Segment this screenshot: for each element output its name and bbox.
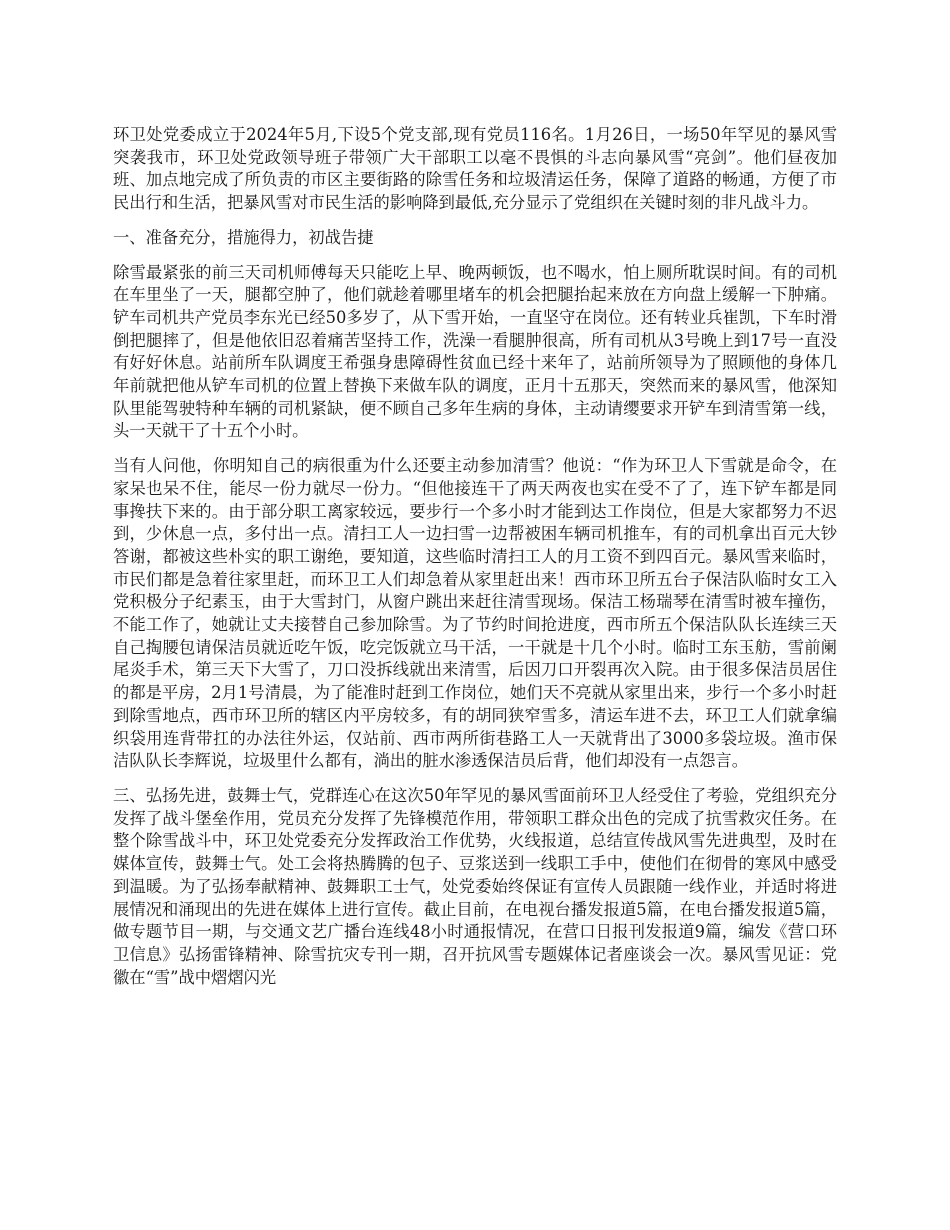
intro-paragraph: 环卫处党委成立于2024年5月,下设5个党支部,现有党员116名。1月26日，一场50年罕见的暴风雪突袭我市，环卫处党政领导班子带领广大干部职工以毫不畏惧的斗志向暴风雪“亮剑”。他们昼夜加班、加点地完成了所负责的市区主要街路的除雪任务和垃圾清运任务，保障了道路的畅通，方便了市民出行和生活，把暴风雪对市民生活的影响降到最低,充分显示了党组织在关键时刻的非凡战斗力。: [113, 125, 837, 213]
body-paragraph-1: 除雪最紧张的前三天司机师傅每天只能吃上早、晚两顿饭，也不喝水，怕上厕所耽误时间。有的司机在车里坐了一天，腿都空肿了，他们就趁着哪里堵车的机会把腿抬起来放在方向盘上缓解一下肿痛。铲车司机共产党员李东光已经50多岁了，从下雪开始，一直坚守在岗位。还有转业兵崔凯，下车时滑倒把腿摔了，但是他依旧忍着痛苦坚持工作，洗澡一看腿肿很高，所有司机从3号晚上到17号一直没有好好休息。站前所车队调度王希强身患障碍性贫血已经十来年了，站前所领导为了照顾他的身体几年前就把他从铲车司机的位置上替换下来做车队的调度，正月十五那天，突然而来的暴风雪，他深知队里能驾驶特种车辆的司机紧缺，便不顾自己多年生病的身体，主动请缨要求开铲车到清雪第一线，头一天就干了十五个小时。: [113, 262, 837, 441]
document-body: [113, 124, 837, 1001]
body-paragraph-2: 当有人问他，你明知自己的病很重为什么还要主动参加清雪？他说：“作为环卫人下雪就是命令，在家呆也呆不住，能尽一份力就尽一份力。“但他接连干了两天两夜也实在受不了了，连下铲车都是同事搀扶下来的。由于部分职工离家较远，要步行一个多小时才能到达工作岗位，但是大家都努力不迟到，少休息一点，多付出一点。清扫工人一边扫雪一边帮被困车辆司机推车，有的司机拿出百元大钞答谢，都被这些朴实的职工谢绝，要知道，这些临时清扫工人的月工资不到四百元。暴风雪来临时，市民们都是急着往家里赶，而环卫工人们却急着从家里赶出来！西市环卫所五台子保洁队临时女工入党积极分子纪素玉，由于大雪封门，从窗户跳出来赶往清雪现场。保洁工杨瑞琴在清雪时被车撞伤，不能工作了，她就让丈夫接替自己参加除雪。为了节约时间抢进度，西市所五个保洁队队长连续三天自己掏腰包请保洁员就近吃午饭，吃完饭就立马干活，一干就是十几个小时。临时工东玉舫，雪前阑尾炎手术，第三天下大雪了，刀口没拆线就出来清雪，后因刀口开裂再次入院。由于很多保洁员居住的都是平房，2月1号清晨，为了能准时赶到工作岗位，她们天不亮就从家里出来，步行一个多小时赶到除雪地点，西市环卫所的辖区内平房较多，有的胡同狭窄雪多，清运车进不去，环卫工人们就拿编织袋用连背带扛的办法往外运，仅站前、西市两所街巷路工人一天就背出了3000多袋垃圾。渔市保洁队队长李辉说，垃圾里什么都有，淌出的脏水渗透保洁员后背，他们却没有一点怨言。: [113, 456, 837, 771]
body-paragraph-3: 三、弘扬先进，鼓舞士气，党群连心在这次50年罕见的暴风雪面前环卫人经受住了考验，党组织充分发挥了战斗堡垒作用，党员充分发挥了先锋模范作用，带领职工群众出色的完成了抗雪救灾任务。在整个除雪战斗中，环卫处党委充分发挥政治工作优势，火线报道，总结宣传战风雪先进典型，及时在媒体宣传，鼓舞士气。处工会将热腾腾的包子、豆浆送到一线职工手中，使他们在彻骨的寒风中感受到温暖。为了弘扬奉献精神、鼓舞职工士气，处党委始终保证有宣传人员跟随一线作业，并适时将进展情况和涌现出的先进在媒体上进行宣传。截止目前，在电视台播发报道5篇，在电台播发报道5篇，做专题节目一期，与交通文艺广播台连线48小时通报情况，在营口日报刊发报道9篇，编发《营口环卫信息》弘扬雷锋精神、除雪抗灾专刊一期，召开抗风雪专题媒体记者座谈会一次。暴风雪见证：党徽在“雪”战中熠熠闪光: [113, 785, 837, 987]
section-heading-1: 一、准备充分，措施得力，初战告捷: [113, 227, 374, 247]
